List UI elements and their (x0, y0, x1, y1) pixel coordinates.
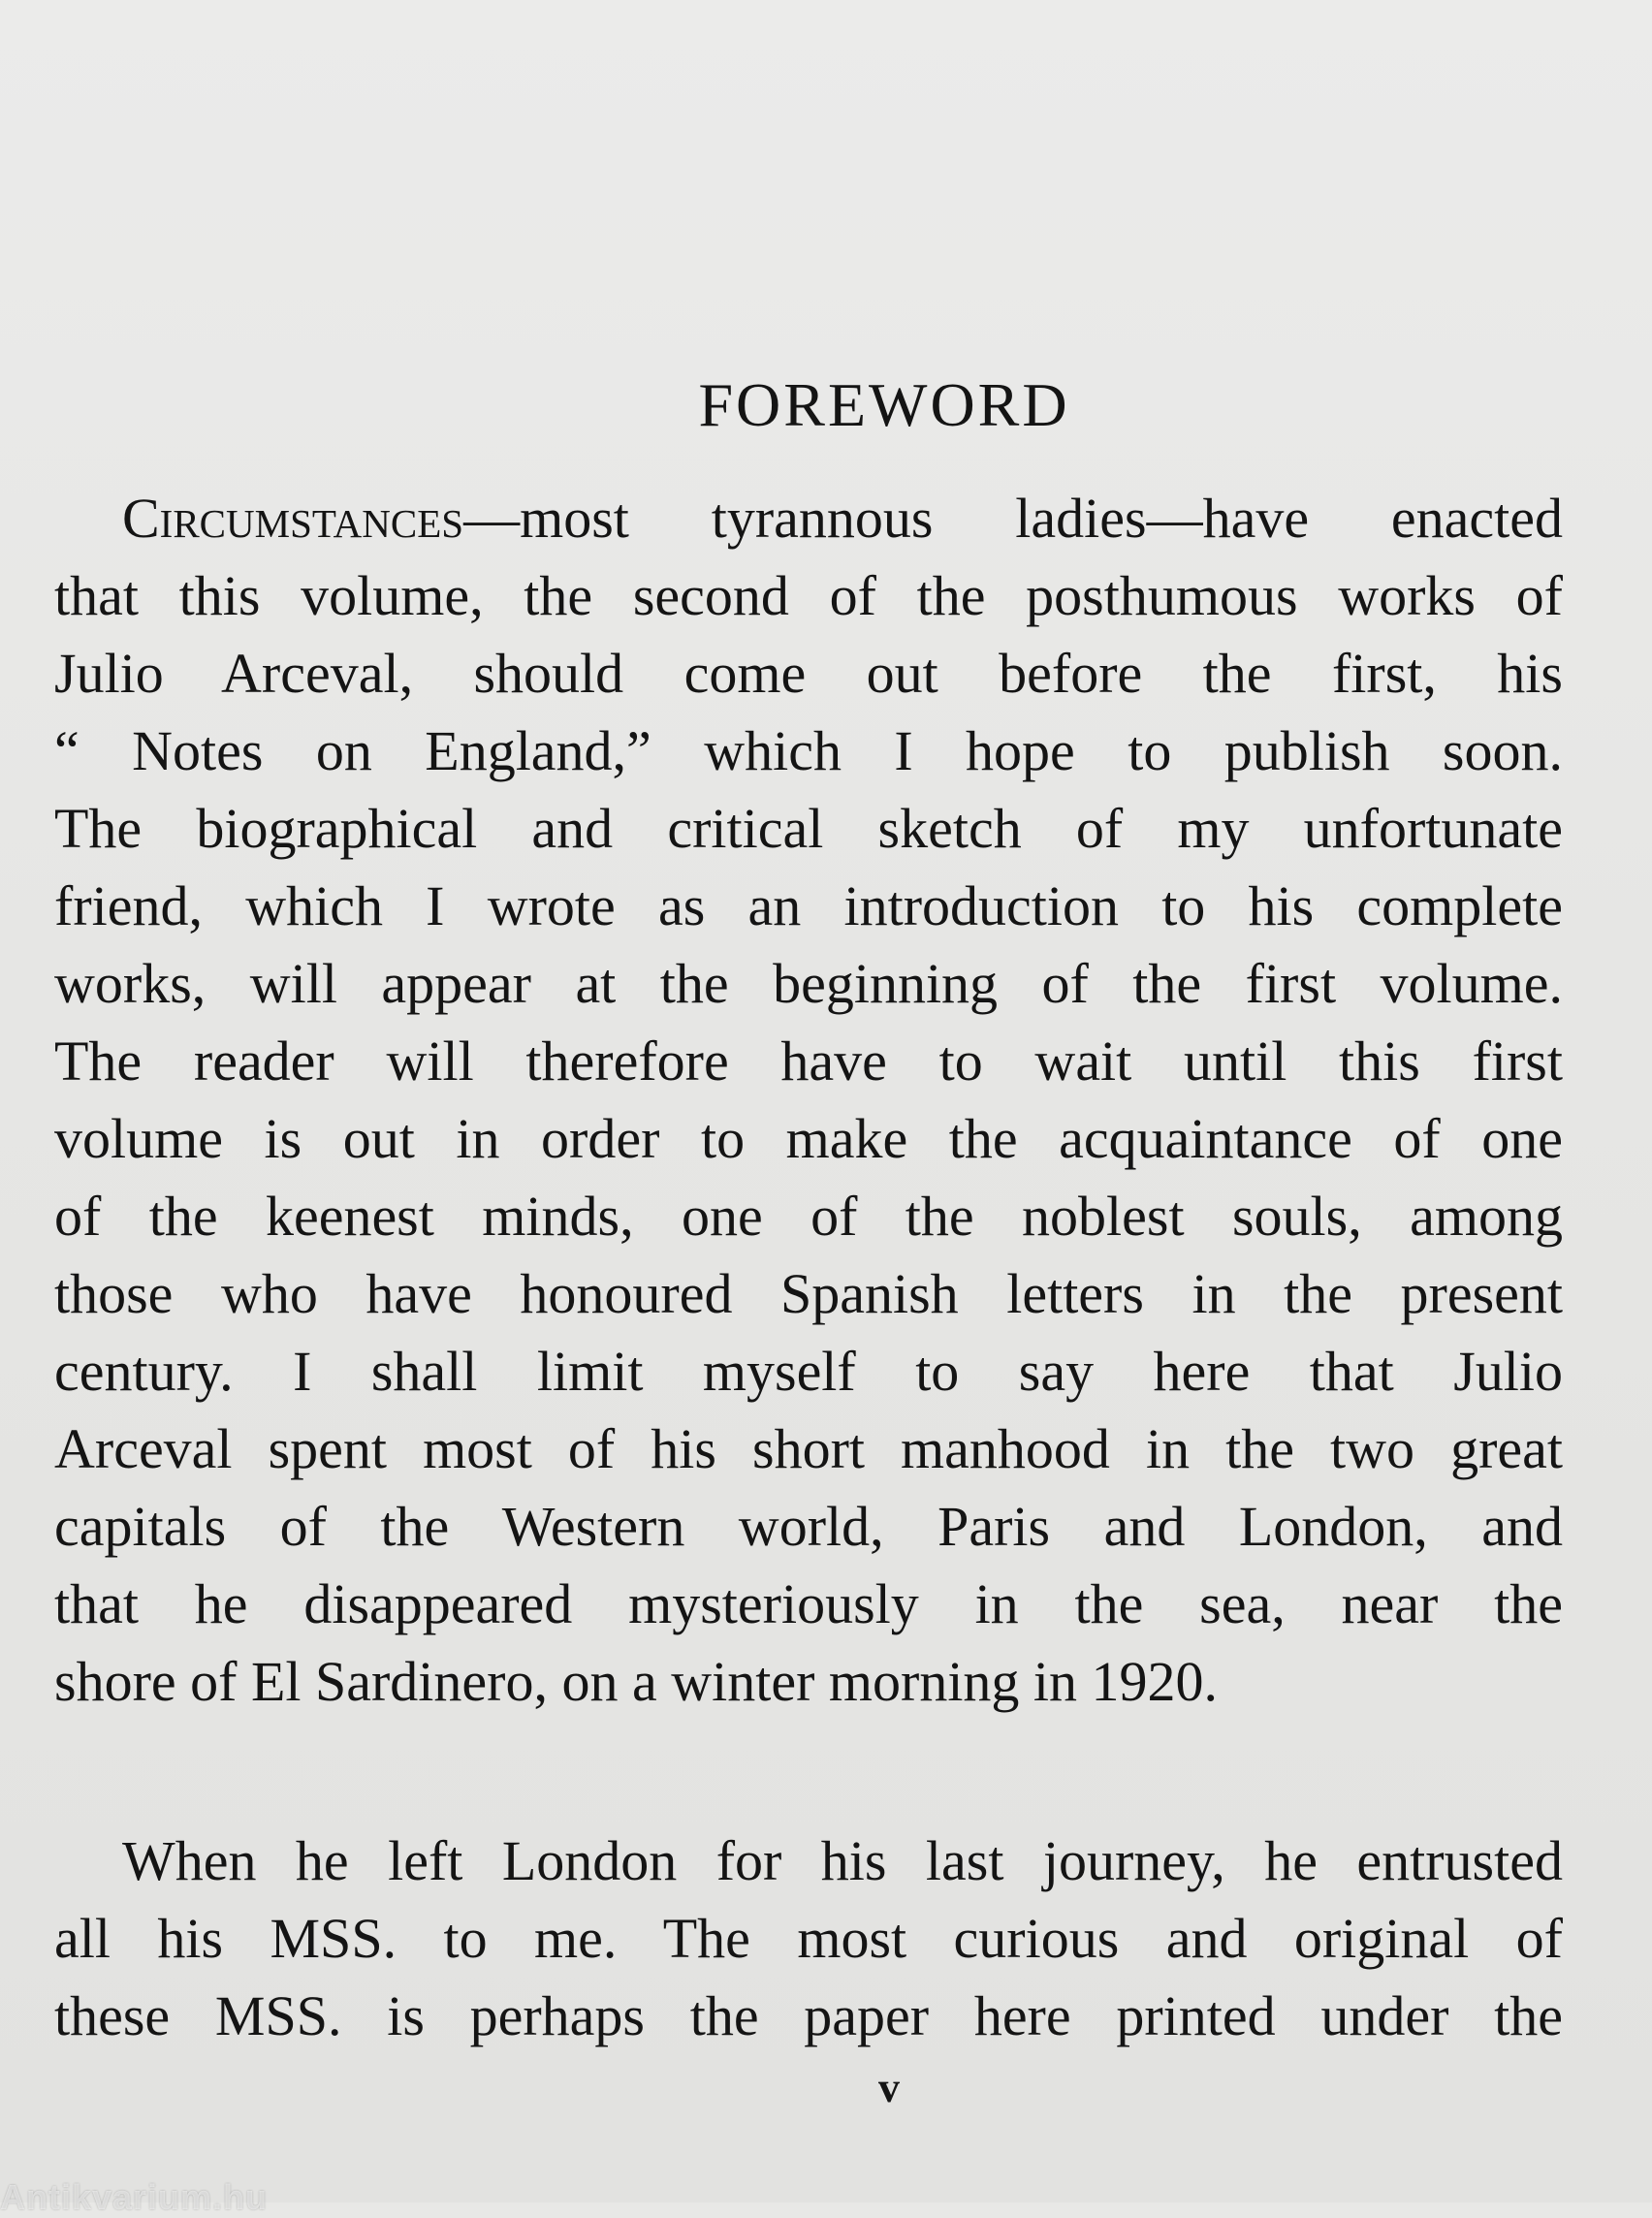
text-line: works, will appear at the beginning of the first volume. (54, 952, 1563, 1015)
text-line: “ Notes on England,” which I hope to publish soon. (54, 719, 1563, 782)
line-text: —most tyrannous ladies—have enacted (463, 487, 1563, 550)
page-heading: FOREWORD (698, 369, 1070, 439)
text-line: When he left London for his last journey, he entrusted (122, 1829, 1563, 1892)
text-line: those who have honoured Spanish letters in the present (54, 1262, 1563, 1325)
text-line: century. I shall limit myself to say here that Julio (54, 1340, 1563, 1403)
paragraph-2 (54, 1822, 1563, 2055)
lead-word: Circumstances (122, 487, 464, 550)
text-line: volume is out in order to make the acquaintance of one (54, 1107, 1563, 1170)
text-line: of the keenest minds, one of the noblest souls, among (54, 1185, 1563, 1248)
text-line: these MSS. is perhaps the paper here printed under the (54, 1984, 1563, 2047)
text-line: friend, which I wrote as an introduction to his complete (54, 874, 1563, 937)
text-line: shore of El Sardinero, on a winter morning in 1920. (54, 1650, 1219, 1713)
text-line: The biographical and critical sketch of my unfortunate (54, 797, 1563, 860)
text-line: capitals of the Western world, Paris and London, and (54, 1495, 1563, 1558)
text-line (54, 480, 1563, 557)
paragraph-1 (54, 480, 1563, 1721)
text-line: that this volume, the second of the posthumous works of (54, 564, 1563, 627)
text-line: all his MSS. to me. The most curious and original of (54, 1907, 1563, 1970)
text-line: that he disappeared mysteriously in the sea, near the (54, 1572, 1563, 1635)
show-through-shadow (504, 97, 1183, 213)
watermark: Antikvarium.hu (0, 2177, 269, 2217)
page-number: v (878, 2064, 900, 2111)
text-line: Arceval spent most of his short manhood in the two great (54, 1417, 1563, 1480)
text-line: Julio Arceval, should come out before the first, his (54, 642, 1563, 705)
text-line: The reader will therefore have to wait until this first (54, 1030, 1563, 1093)
